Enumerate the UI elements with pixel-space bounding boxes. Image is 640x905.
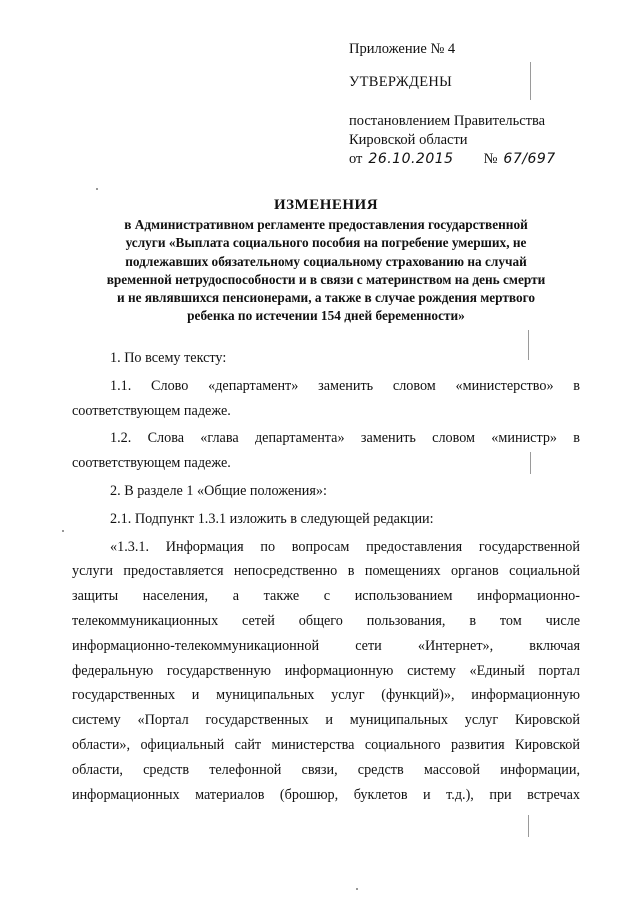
subtitle-line: и не являвшихся пенсионерами, а также в случае рождения мертвого bbox=[116, 290, 536, 306]
quote-line: «1.3.1. Информация по вопросам предоставления государственной bbox=[110, 538, 580, 555]
quote-line: систему «Портал государственных и муниципальных услуг Кировской bbox=[72, 712, 580, 729]
handwritten-date: 26.10.2015 bbox=[368, 151, 454, 167]
quote-line: телекоммуникационных сетей общего пользования, в том числе bbox=[72, 612, 580, 629]
title-heading: ИЗМЕНЕНИЯ bbox=[273, 197, 379, 213]
subtitle-line: услуги «Выплата социального пособия на погребение умерших, не bbox=[125, 235, 527, 251]
from-label: от bbox=[349, 151, 363, 167]
subtitle-line: временной нетрудоспособности и в связи с материнством на день смерти bbox=[106, 271, 546, 287]
scan-margin-mark bbox=[528, 815, 529, 837]
approved-label: УТВЕРЖДЕНЫ bbox=[349, 74, 453, 90]
quote-line: области, средств телефонной связи, средств массовой информации, bbox=[72, 761, 580, 778]
quote-line: федеральную государственную информационную систему «Единый портал bbox=[72, 662, 580, 679]
quote-line: информационных материалов (брошюр, буклетов и т.д.), при встречах bbox=[72, 786, 580, 803]
paragraph-1-1-line: соответствующем падеже. bbox=[72, 402, 231, 419]
quote-line: информационно-телекоммуникационной сети «Интернет», включая bbox=[72, 637, 580, 654]
quote-line: защиты населения, а также с использованием информационно- bbox=[72, 588, 580, 605]
paragraph-1-2-line: соответствующем падеже. bbox=[72, 455, 231, 472]
handwritten-number: 67/697 bbox=[503, 151, 556, 167]
paragraph-1: 1. По всему тексту: bbox=[110, 350, 227, 366]
decree-line: постановлением Правительства bbox=[349, 113, 546, 129]
quote-line: услуги предоставляется непосредственно в помещениях органов социальной bbox=[72, 563, 580, 580]
paragraph-2: 2. В разделе 1 «Общие положения»: bbox=[110, 482, 327, 499]
date-number-line bbox=[349, 150, 619, 169]
annex-number: Приложение № 4 bbox=[349, 41, 456, 57]
subtitle-line: подлежавших обязательному социальному страхованию на случай bbox=[125, 253, 527, 269]
number-label: № bbox=[483, 151, 498, 167]
title-subtitle bbox=[72, 216, 580, 326]
quote-line: области», официальный сайт министерства социального развития Кировской bbox=[72, 736, 580, 753]
paragraph-1-2-line: 1.2. Слова «глава департамента» заменить словом «министр» в bbox=[110, 430, 580, 447]
subtitle-line: в Административном регламенте предоставления государственной bbox=[124, 217, 528, 232]
paragraph-1-1-line: 1.1. Слово «департамент» заменить словом «министерство» в bbox=[110, 377, 580, 394]
document-body bbox=[72, 346, 580, 807]
paragraph-2-1: 2.1. Подпункт 1.3.1 изложить в следующей редакции: bbox=[110, 510, 434, 527]
scan-speck bbox=[96, 188, 98, 190]
quote-line: государственных и муниципальных услуг (функций)», информационную bbox=[72, 687, 580, 704]
scan-speck bbox=[62, 530, 64, 532]
subtitle-line: ребенка по истечении 154 дней беременности» bbox=[187, 308, 465, 324]
approval-block bbox=[349, 40, 619, 169]
scan-speck bbox=[356, 888, 358, 890]
region-line: Кировской области bbox=[349, 132, 468, 148]
document-title bbox=[72, 197, 580, 326]
